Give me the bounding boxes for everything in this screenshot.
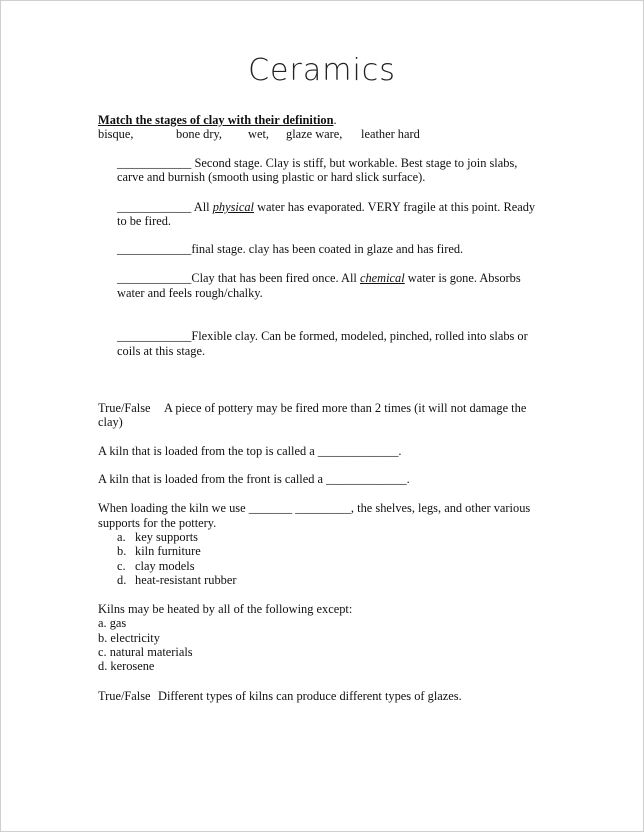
question-continuation: clay): [98, 415, 123, 429]
option-letter: c.: [117, 559, 126, 573]
answer-blank: ____________: [117, 156, 192, 170]
matching-item: [117, 200, 535, 215]
option-text: heat-resistant rubber: [135, 573, 237, 587]
matching-item: [117, 271, 521, 286]
definition-continuation: water and feels rough/chalky.: [117, 286, 263, 300]
fill-in-question: A kiln that is loaded from the top is called a _____________.: [98, 444, 402, 458]
answer-option: d. kerosene: [98, 659, 155, 673]
matching-heading: [98, 113, 337, 128]
matching-heading-text: Match the stages of clay with their definition: [98, 113, 334, 127]
emphasis-word: chemical: [359, 271, 405, 285]
definition-text: water is gone. Absorbs: [404, 271, 521, 285]
definition-text: All: [191, 200, 213, 214]
definition-text: Clay that has been fired once. All: [191, 271, 360, 285]
answer-option: [117, 573, 237, 588]
question-text: Different types of kilns can produce different types of glazes.: [158, 689, 462, 703]
matching-heading-period: .: [333, 113, 337, 127]
matching-item: [117, 156, 517, 171]
multiple-choice-question: When loading the kiln we use _______ _________, the shelves, legs, and other various: [98, 501, 531, 515]
matching-item: [117, 242, 463, 257]
emphasis-word: physical: [212, 200, 254, 214]
answer-option: b. electricity: [98, 631, 160, 645]
option-letter: d.: [117, 573, 127, 587]
option-text: clay models: [135, 559, 195, 573]
answer-blank: ____________: [117, 271, 192, 285]
definition-text: final stage. clay has been coated in glaze and has fired.: [191, 242, 464, 256]
question-continuation: supports for the pottery.: [98, 516, 217, 530]
word-bank-item: bisque,: [98, 127, 134, 141]
true-false-question: [98, 689, 462, 704]
multiple-choice-question: Kilns may be heated by all of the following except:: [98, 602, 353, 616]
true-false-label: True/False: [98, 689, 151, 703]
word-bank: [98, 127, 420, 142]
answer-option: a. gas: [98, 616, 127, 630]
answer-option: c. natural materials: [98, 645, 193, 659]
definition-text: water has evaporated. VERY fragile at this point. Ready: [254, 200, 536, 214]
definition-text: Flexible clay. Can be formed, modeled, pinched, rolled into slabs or: [191, 329, 528, 343]
page-title: Ceramics: [248, 53, 396, 88]
option-letter: b.: [117, 544, 127, 558]
word-bank-item: bone dry,: [176, 127, 222, 141]
option-text: kiln furniture: [135, 544, 201, 558]
question-text: A piece of pottery may be fired more than 2 times (it will not damage the: [164, 401, 527, 415]
answer-blank: ____________: [117, 242, 192, 256]
answer-blank: ____________: [117, 200, 192, 214]
answer-blank: ____________: [117, 329, 192, 343]
true-false-question: [98, 401, 526, 416]
definition-continuation: coils at this stage.: [117, 344, 206, 358]
definition-continuation: carve and burnish (smooth using plastic or hard slick surface).: [117, 170, 426, 184]
definition-continuation: to be fired.: [117, 214, 172, 228]
matching-item: [117, 329, 528, 344]
answer-option: [117, 544, 201, 559]
word-bank-item: glaze ware,: [286, 127, 343, 141]
true-false-label: True/False: [98, 401, 151, 415]
word-bank-item: leather hard: [361, 127, 420, 141]
word-bank-item: wet,: [248, 127, 269, 141]
option-letter: a.: [117, 530, 126, 544]
definition-text: Second stage. Clay is stiff, but workable. Best stage to join slabs,: [191, 156, 518, 170]
option-text: key supports: [135, 530, 198, 544]
answer-option: [117, 530, 198, 545]
fill-in-question: A kiln that is loaded from the front is called a _____________.: [98, 472, 410, 486]
answer-option: [117, 559, 195, 574]
